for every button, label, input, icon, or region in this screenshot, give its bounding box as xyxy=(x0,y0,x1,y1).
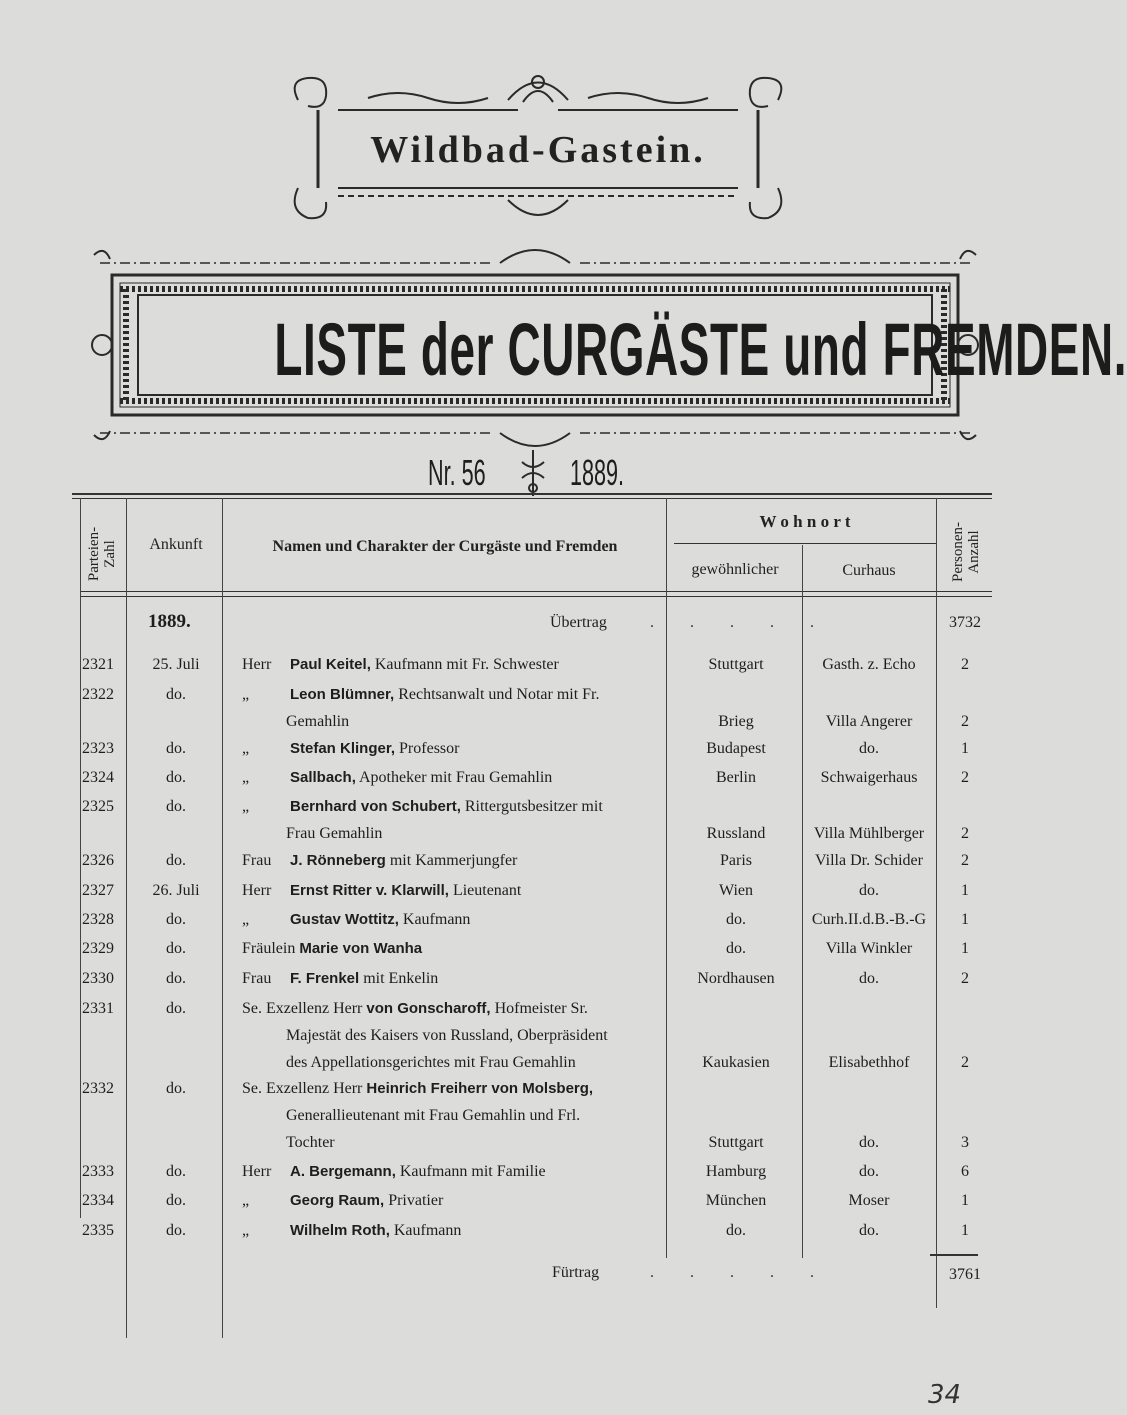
entry-spa-house: do. xyxy=(859,1163,879,1180)
entry-arrival-date: do. xyxy=(166,798,186,815)
carry-in-leader: . . . . . xyxy=(650,614,830,631)
entry-number: 2327 xyxy=(82,882,114,899)
entry-spa-house: do. xyxy=(859,1222,879,1239)
entry-guest-name: Paul Keitel, xyxy=(290,656,371,673)
entry-arrival-date: do. xyxy=(166,940,186,957)
header-bottom-rule-2 xyxy=(80,596,992,597)
entry-number: 2330 xyxy=(82,970,114,987)
entry-spa-house: Schwaigerhaus xyxy=(820,769,918,786)
entry-continuation-line: Frau Gemahlin xyxy=(286,825,383,842)
col-persons-header xyxy=(950,512,982,592)
entry-arrival-date: do. xyxy=(166,1080,186,1097)
entry-number: 2322 xyxy=(82,686,114,703)
entry-title-prefix: Frau xyxy=(242,970,272,987)
entry-arrival-date: do. xyxy=(166,1222,186,1239)
entry-title-prefix: Herr xyxy=(242,1163,272,1180)
entry-name-line xyxy=(242,686,662,704)
entry-guest-name: Sallbach, xyxy=(290,769,356,786)
col-line-0 xyxy=(80,498,81,1218)
entry-spa-house: Villa Winkler xyxy=(825,940,913,957)
sum-rule xyxy=(930,1254,978,1256)
entry-persons-count: 2 xyxy=(961,970,969,987)
entry-spa-house: Villa Dr. Schider xyxy=(815,852,923,869)
entry-description: Hofmeister Sr. xyxy=(494,1000,588,1017)
entry-arrival-date: do. xyxy=(166,1192,186,1209)
entry-guest-name: A. Bergemann, xyxy=(290,1163,396,1180)
entry-number: 2329 xyxy=(82,940,114,957)
entry-description: Kaufmann mit Familie xyxy=(399,1163,546,1180)
entry-spa-house: Gasth. z. Echo xyxy=(822,656,916,673)
list-title: LISTE der CURGÄSTE und FREMDEN. xyxy=(274,308,1127,391)
entry-arrival-date: do. xyxy=(166,852,186,869)
entry-persons-count: 2 xyxy=(961,769,969,786)
entry-home-town: Nordhausen xyxy=(697,970,775,987)
entry-number: 2332 xyxy=(82,1080,114,1097)
entry-persons-count: 1 xyxy=(961,1192,969,1209)
issue-number: Nr. 56 xyxy=(428,452,486,493)
entry-title-prefix: „ xyxy=(242,769,250,786)
carry-in-year: 1889. xyxy=(148,611,191,632)
entry-title-prefix: „ xyxy=(242,911,250,928)
entry-arrival-date: do. xyxy=(166,1163,186,1180)
col-parties-label-2: Zahl xyxy=(102,540,118,568)
entry-spa-house: do. xyxy=(859,882,879,899)
issue-year: 1889. xyxy=(570,452,625,493)
entry-home-town: Stuttgart xyxy=(708,1134,764,1151)
entry-home-town: do. xyxy=(726,911,746,928)
entry-guest-name: Stefan Klinger, xyxy=(290,740,396,757)
entry-name-line xyxy=(242,656,662,674)
col-residence-usual-header: gewöhnlicher xyxy=(691,561,779,578)
entry-number: 2326 xyxy=(82,852,114,869)
col-line-5 xyxy=(936,498,937,1308)
col-parties-label-1: Parteien- xyxy=(86,526,102,582)
entry-number: 2325 xyxy=(82,798,114,815)
entry-description: mit Kammerjungfer xyxy=(389,852,518,869)
entry-name-line xyxy=(242,970,662,988)
col-persons-label-2: Anzahl xyxy=(966,530,982,574)
col-residence-spa-header: Curhaus xyxy=(842,562,896,579)
entry-arrival-date: do. xyxy=(166,1000,186,1017)
town-title: Wildbad-Gastein. xyxy=(370,129,706,171)
entry-arrival-date: do. xyxy=(166,686,186,703)
table-top-rule xyxy=(72,493,992,495)
entry-guest-name: von Gonscharoff, xyxy=(366,1000,491,1017)
entry-description: Kaufmann mit Fr. Schwester xyxy=(374,656,559,673)
entry-title-prefix: Fräulein xyxy=(242,940,296,957)
masthead-ornament xyxy=(278,70,798,230)
entry-arrival-date: do. xyxy=(166,769,186,786)
entry-number: 2328 xyxy=(82,911,114,928)
entry-guest-name: Georg Raum, xyxy=(290,1192,385,1209)
carry-in-total: 3732 xyxy=(949,614,981,631)
entry-description: mit Enkelin xyxy=(363,970,439,987)
carry-in-label: Übertrag xyxy=(550,614,607,631)
fleuron-icon xyxy=(518,448,548,498)
entry-spa-house: do. xyxy=(859,740,879,757)
col-line-2 xyxy=(222,498,223,1338)
entry-guest-name: Wilhelm Roth, xyxy=(290,1222,390,1239)
entry-number: 2324 xyxy=(82,769,114,786)
entry-spa-house: Elisabethhof xyxy=(828,1054,910,1071)
entry-guest-name: F. Frenkel xyxy=(290,970,360,987)
entry-persons-count: 1 xyxy=(961,882,969,899)
entry-description: Apotheker mit Frau Gemahlin xyxy=(358,769,553,786)
entry-description: Rechtsanwalt und Notar mit Fr. xyxy=(398,686,600,703)
entry-guest-name: Gustav Wottitz, xyxy=(290,911,399,928)
col-arrival-header: Ankunft xyxy=(149,536,203,553)
entry-name-line xyxy=(242,1163,662,1181)
entry-home-town: Hamburg xyxy=(705,1163,767,1180)
entry-persons-count: 1 xyxy=(961,940,969,957)
entry-persons-count: 1 xyxy=(961,911,969,928)
entry-name-line xyxy=(242,852,662,870)
entry-description: Professor xyxy=(399,740,460,757)
entry-number: 2331 xyxy=(82,1000,114,1017)
entry-description: Rittergutsbesitzer mit xyxy=(464,798,603,815)
col-residence-header: W o h n o r t xyxy=(759,512,851,531)
entry-persons-count: 1 xyxy=(961,740,969,757)
entry-home-town: do. xyxy=(726,940,746,957)
entry-home-town: do. xyxy=(726,1222,746,1239)
entry-title-prefix: Herr xyxy=(242,656,272,673)
entry-title-prefix: „ xyxy=(242,798,250,815)
entry-guest-name: J. Rönneberg xyxy=(290,852,386,869)
entry-guest-name: Ernst Ritter v. Klarwill, xyxy=(290,882,449,899)
entry-home-town: Budapest xyxy=(706,740,766,757)
table-top-rule-thin xyxy=(72,498,992,499)
entry-arrival-date: do. xyxy=(166,911,186,928)
entry-arrival-date: 26. Juli xyxy=(152,882,200,899)
entry-arrival-date: 25. Juli xyxy=(152,656,200,673)
col-line-1 xyxy=(126,498,127,1338)
entry-title-prefix: Se. Exzellenz Herr xyxy=(242,1080,363,1097)
entry-persons-count: 3 xyxy=(961,1134,969,1151)
entry-home-town: Wien xyxy=(718,882,753,899)
entry-persons-count: 2 xyxy=(961,852,969,869)
entry-name-line xyxy=(242,740,662,758)
entry-arrival-date: do. xyxy=(166,970,186,987)
entry-name-line xyxy=(242,1000,662,1018)
entry-name-line xyxy=(242,1222,662,1240)
entry-name-line xyxy=(242,940,662,958)
entry-spa-house: Villa Mühlberger xyxy=(813,825,925,842)
carry-out-leader: . . . . . xyxy=(650,1264,830,1281)
entry-description: Kaufmann xyxy=(393,1222,462,1239)
col-persons-label-1: Personen- xyxy=(950,522,966,582)
entry-persons-count: 6 xyxy=(961,1163,969,1180)
entry-title-prefix: Herr xyxy=(242,882,272,899)
carry-out-label: Fürtrag xyxy=(552,1264,600,1281)
entry-continuation-line: Gemahlin xyxy=(286,713,350,730)
entry-guest-name: Marie von Wanha xyxy=(299,940,423,957)
entry-persons-count: 2 xyxy=(961,713,969,730)
entry-spa-house: do. xyxy=(859,970,879,987)
entry-title-prefix: Frau xyxy=(242,852,272,869)
entry-continuation-line: Generallieutenant mit Frau Gemahlin und Frl. xyxy=(286,1107,581,1124)
entry-name-line xyxy=(242,911,662,929)
entry-name-line xyxy=(242,1080,662,1098)
col-parties-header xyxy=(86,514,118,594)
entry-number: 2323 xyxy=(82,740,114,757)
entry-persons-count: 1 xyxy=(961,1222,969,1239)
issue-line xyxy=(300,448,740,498)
entry-home-town: Paris xyxy=(720,852,752,869)
entry-persons-count: 2 xyxy=(961,1054,969,1071)
col-names-header: Namen und Charakter der Curgäste und Fremden xyxy=(272,538,618,555)
entry-persons-count: 2 xyxy=(961,656,969,673)
entry-title-prefix: „ xyxy=(242,1192,250,1209)
entry-persons-count: 2 xyxy=(961,825,969,842)
handwritten-page-number: 34 xyxy=(928,1380,962,1410)
entry-description: Kaufmann xyxy=(402,911,471,928)
entry-home-town: Berlin xyxy=(716,769,756,786)
entry-spa-house: Curh.II.d.B.-B.-G xyxy=(811,911,927,928)
residence-sub-rule xyxy=(674,543,936,544)
header-bottom-rule xyxy=(80,591,992,592)
entry-number: 2321 xyxy=(82,656,114,673)
entry-arrival-date: do. xyxy=(166,740,186,757)
entry-spa-house: Moser xyxy=(848,1192,890,1209)
entry-title-prefix: „ xyxy=(242,1222,250,1239)
entry-home-town: München xyxy=(705,1192,767,1209)
entry-number: 2333 xyxy=(82,1163,114,1180)
entry-home-town: Russland xyxy=(706,825,766,842)
entry-guest-name: Bernhard von Schubert, xyxy=(290,798,461,815)
entry-number: 2334 xyxy=(82,1192,114,1209)
entry-guest-name: Leon Blümner, xyxy=(290,686,395,703)
entry-description: Privatier xyxy=(388,1192,444,1209)
entry-name-line xyxy=(242,1192,662,1210)
entry-home-town: Stuttgart xyxy=(708,656,764,673)
entry-spa-house: Villa Angerer xyxy=(825,713,913,730)
carry-out-total: 3761 xyxy=(949,1266,981,1283)
entry-name-line xyxy=(242,798,662,816)
entry-name-line xyxy=(242,769,662,787)
entry-continuation-line-2: Tochter xyxy=(286,1134,335,1151)
entry-spa-house: do. xyxy=(859,1134,879,1151)
entry-title-prefix: „ xyxy=(242,740,250,757)
entry-name-line xyxy=(242,882,662,900)
entry-continuation-line-2: des Appellationsgerichtes mit Frau Gemahlin xyxy=(286,1054,576,1071)
entry-home-town: Brieg xyxy=(718,713,754,730)
entry-number: 2335 xyxy=(82,1222,114,1239)
entry-title-prefix: „ xyxy=(242,686,250,703)
entry-continuation-line: Majestät des Kaisers von Russland, Oberpräsident xyxy=(286,1027,608,1044)
entry-title-prefix: Se. Exzellenz Herr xyxy=(242,1000,363,1017)
entry-description: Lieutenant xyxy=(452,882,522,899)
entry-home-town: Kaukasien xyxy=(702,1054,770,1071)
entry-guest-name: Heinrich Freiherr von Molsberg, xyxy=(366,1080,594,1097)
